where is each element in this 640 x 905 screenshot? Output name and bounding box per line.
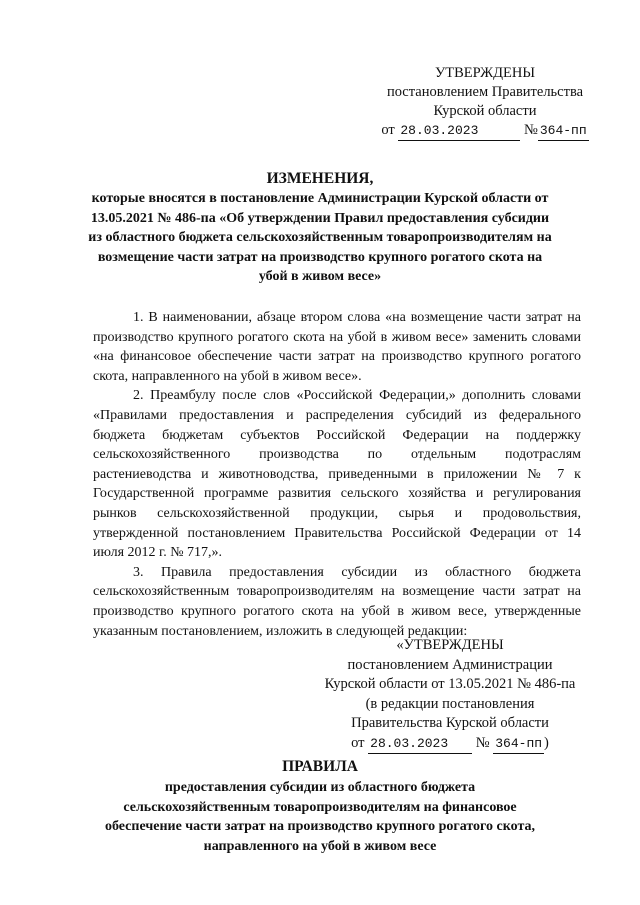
quoted-date: 28.03.2023 xyxy=(368,734,472,755)
approval-line-2: Курской области xyxy=(433,103,537,119)
rules-title: ПРАВИЛА xyxy=(282,758,358,775)
rules-subtitle: предоставления субсидии из областного бюджета сельскохозяйственным товаропроизводителям на финансовое обеспечение части затрат на производство крупного рогатого скота, направленного на убой в живом весе xyxy=(104,780,536,854)
quoted-approval-date-row xyxy=(300,734,600,755)
paragraph-1: 1. В наименовании, абзаце втором слова «на возмещение части затрат на производство крупного рогатого скота на убой в живом весе» заменить словами «на финансовое обеспечение части затрат на производство крупного рогатого скота, направленного на убой в живом весе». xyxy=(93,310,581,384)
quoted-number: 364-пп xyxy=(493,734,544,755)
approval-date-row xyxy=(370,121,600,141)
approval-number-prefix: № xyxy=(524,122,538,138)
approval-line-1: постановлением Правительства xyxy=(386,84,584,100)
document-body xyxy=(93,308,581,641)
quoted-date-prefix: от xyxy=(351,734,365,751)
paragraph-3: 3. Правила предоставления субсидии из областного бюджета сельскохозяйственным товаропроизводителям на возмещение части затрат на производство крупного рогатого скота на убой в живом весе, утвержденные указанным постановлением, изложить в следующей редакции: xyxy=(93,564,581,639)
approval-date-prefix: от xyxy=(381,122,395,138)
quoted-approval-line-2: Курской области от 13.05.2021 № 486-па xyxy=(324,676,576,692)
approval-number: 364-пп xyxy=(538,121,589,141)
approval-heading: УТВЕРЖДЕНЫ xyxy=(434,65,536,81)
paragraph-2: 2. Преамбулу после слов «Российской Федерации,» дополнить словами «Правилами предоставления и распределения субсидий из федерального бюджета бюджетам субъектов Российской Федерации на поддержку сельскохозяйственного производства по отдельным подотраслям растениеводства и животноводства, приведенными в приложении № 7 к Государственной программе развития сельского хозяйства и регулирования рынков сельскохозяйственной продукции, сырья и продовольствия, утвержденной постановлением Правительства Российской Федерации от 14 июля 2012 г. № 717,». xyxy=(93,388,581,561)
quoted-closing: ) xyxy=(544,734,549,751)
approval-stamp xyxy=(370,64,600,141)
document-subtitle: которые вносятся в постановление Администрации Курской области от 13.05.2021 № 486-па «Об утверждении Правил предоставления субсидии из областного бюджета сельскохозяйственным товаропроизводителям на возмещение части затрат на производство крупного рогатого скота на убой в живом весе» xyxy=(88,191,552,284)
quoted-approval-heading: «УТВЕРЖДЕНЫ xyxy=(396,637,504,653)
quoted-approval xyxy=(300,636,600,754)
quoted-approval-line-1: постановлением Администрации xyxy=(347,656,553,673)
quoted-approval-line-4: Правительства Курской области xyxy=(351,715,549,731)
approval-date: 28.03.2023 xyxy=(398,121,520,141)
document-title: ИЗМЕНЕНИЯ, xyxy=(266,170,374,187)
quoted-approval-line-3: (в редакции постановления xyxy=(365,695,535,712)
quoted-number-prefix: № xyxy=(475,734,490,751)
